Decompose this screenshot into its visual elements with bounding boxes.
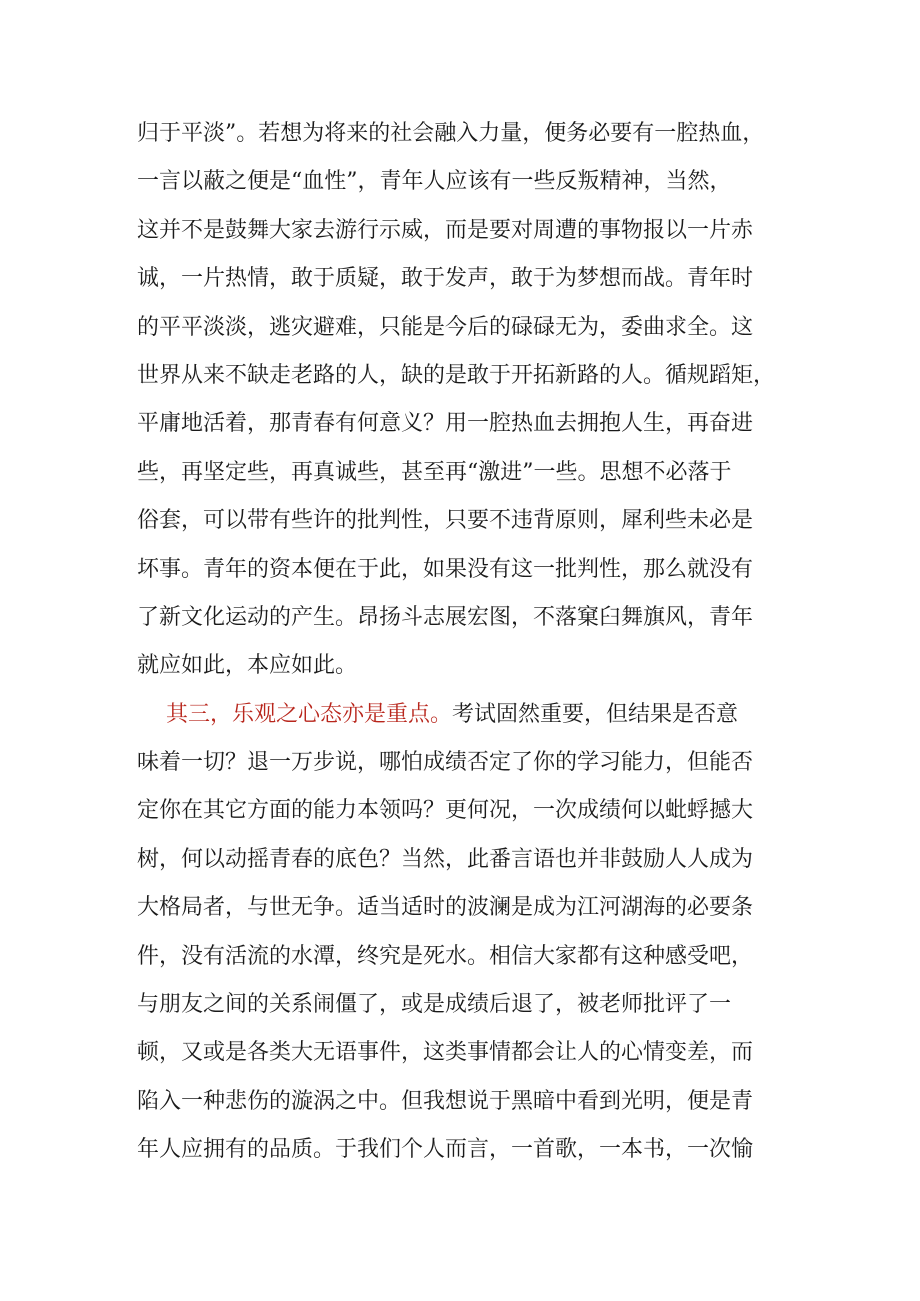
text-line: 顿，又或是各类大无语事件，这类事情都会让人的心情变差，而 xyxy=(137,1040,754,1066)
paragraph-start-line xyxy=(0,691,920,739)
text-line: 味着一切？退一万步说，哪怕成绩否定了你的学习能力，但能否 xyxy=(137,750,754,776)
text-line: 归于平淡”。若想为将来的社会融入力量，便务必要有一腔热血， xyxy=(137,121,765,146)
text-line: 陷入一种悲伤的漩涡之中。但我想说于黑暗中看到光明，便是青 xyxy=(137,1088,754,1114)
text-line: 这并不是鼓舞大家去游行示威，而是要对周遭的事物报以一片赤 xyxy=(137,217,754,243)
text-run: 考试固然重要，但结果是否意 xyxy=(452,701,739,727)
text-line: 大格局者，与世无争。适当适时的波澜是成为江河湖海的必要条 xyxy=(137,895,754,921)
text-line: 世界从来不缺走老路的人，缺的是敢于开拓新路的人。循规蹈矩， xyxy=(137,362,776,388)
text-line: 坏事。青年的资本便在于此，如果没有这一批判性，那么就没有 xyxy=(137,556,754,582)
text-line: 俗套，可以带有些许的批判性，只要不违背原则，犀利些未必是 xyxy=(137,508,754,534)
highlighted-topic-sentence: 其三，乐观之心态亦是重点。 xyxy=(166,701,453,727)
text-line: 诚，一片热情，敢于质疑，敢于发声，敢于为梦想而战。青年时 xyxy=(137,266,754,292)
text-line: 了新文化运动的产生。昂扬斗志展宏图，不落窠臼舞旗风，青年 xyxy=(137,604,754,630)
text-line: 年人应拥有的品质。于我们个人而言，一首歌，一本书，一次愉 xyxy=(137,1137,754,1163)
text-line: 一言以蔽之便是“血性”，青年人应该有一些反叛精神，当然， xyxy=(137,169,732,195)
text-line: 的平平淡淡，逃灾避难，只能是今后的碌碌无为，委曲求全。这 xyxy=(137,314,754,340)
text-line: 些，再坚定些，再真诚些，甚至再“激进”一些。思想不必落于 xyxy=(137,459,732,485)
text-line: 件，没有活流的水潭，终究是死水。相信大家都有这种感受吧， xyxy=(137,943,754,969)
text-line: 就应如此，本应如此。 xyxy=(137,653,358,679)
text-line: 与朋友之间的关系闹僵了，或是成绩后退了，被老师批评了一 xyxy=(137,992,732,1018)
body-text xyxy=(0,110,920,1175)
text-line: 平庸地活着，那青春有何意义？用一腔热血去拥抱人生，再奋进 xyxy=(137,411,754,437)
text-line: 树，何以动摇青春的底色？当然，此番言语也并非鼓励人人成为 xyxy=(137,846,754,872)
text-line: 定你在其它方面的能力本领吗？更何况，一次成绩何以蚍蜉撼大 xyxy=(137,798,754,824)
